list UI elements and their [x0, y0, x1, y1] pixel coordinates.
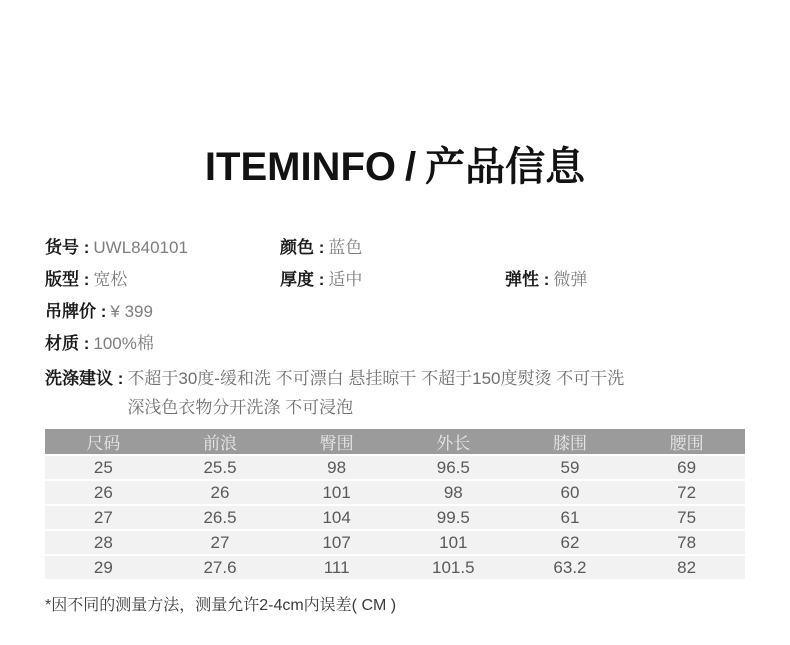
table-row-size-28: [45, 531, 745, 554]
table-cell: 27.6: [162, 556, 279, 579]
spec-thickness: [280, 270, 362, 290]
spec-material-label: 材质 :: [45, 334, 90, 353]
col-header-knee: 膝围: [512, 429, 629, 454]
table-cell: 96.5: [395, 456, 512, 479]
spec-tag-price: [45, 302, 153, 322]
col-header-front-rise: 前浪: [162, 429, 279, 454]
table-cell: 26: [162, 481, 279, 504]
size-table-header-row: [45, 429, 745, 454]
table-cell: 28: [45, 531, 162, 554]
measurement-tolerance-note: *因不同的测量方法，测量允许2-4cm内误差( CM ): [45, 597, 397, 614]
col-header-outer-length: 外长: [395, 429, 512, 454]
table-cell: 27: [162, 531, 279, 554]
spec-thickness-value: 适中: [328, 270, 363, 289]
spec-elasticity-label: 弹性 :: [505, 270, 550, 289]
table-cell: 25: [45, 456, 162, 479]
table-cell: 104: [278, 506, 395, 529]
spec-washing-line1: 不超于30度-缓和洗 不可漂白 悬挂晾干 不超于150度熨烫 不可干洗: [127, 369, 625, 388]
table-cell: 72: [628, 481, 745, 504]
spec-item-no: [45, 238, 188, 258]
spec-material-value: 100%棉: [93, 334, 154, 353]
page-title-en: ITEMINFO: [204, 145, 396, 189]
spec-washing-line2: 深浅色衣物分开洗涤 不可浸泡: [127, 398, 354, 417]
table-cell: 111: [278, 556, 395, 579]
spec-item-no-label: 货号 :: [45, 238, 90, 257]
table-cell: 78: [628, 531, 745, 554]
spec-washing-label: 洗涤建议 :: [45, 369, 124, 388]
table-cell: 29: [45, 556, 162, 579]
spec-fit-label: 版型 :: [45, 270, 90, 289]
table-cell: 26: [45, 481, 162, 504]
table-cell: 98: [278, 456, 395, 479]
spec-washing: [45, 364, 624, 422]
spec-tag-price-label: 吊牌价 :: [45, 302, 107, 321]
col-header-size: 尺码: [45, 429, 162, 454]
spec-material: [45, 334, 154, 354]
spec-tag-price-value: ¥ 399: [110, 302, 153, 321]
spec-fit-value: 宽松: [93, 270, 128, 289]
table-cell: 101.5: [395, 556, 512, 579]
col-header-waist: 腰围: [628, 429, 745, 454]
table-cell: 101: [395, 531, 512, 554]
table-cell: 98: [395, 481, 512, 504]
table-cell: 82: [628, 556, 745, 579]
spec-color: [280, 238, 362, 258]
page-title-zh: 产品信息: [425, 145, 586, 189]
table-cell: 27: [45, 506, 162, 529]
title-separator: /: [404, 145, 417, 189]
table-cell: 101: [278, 481, 395, 504]
spec-fit: [45, 270, 127, 290]
table-cell: 26.5: [162, 506, 279, 529]
col-header-hip: 臀围: [278, 429, 395, 454]
spec-thickness-label: 厚度 :: [280, 270, 325, 289]
table-cell: 69: [628, 456, 745, 479]
table-cell: 60: [512, 481, 629, 504]
spec-washing-text: [127, 364, 624, 422]
page-title: [0, 135, 790, 192]
size-table: [45, 427, 745, 581]
table-row-size-26: [45, 481, 745, 504]
spec-elasticity: [505, 270, 587, 290]
table-cell: 25.5: [162, 456, 279, 479]
table-cell: 107: [278, 531, 395, 554]
spec-color-value: 蓝色: [328, 238, 363, 257]
spec-elasticity-value: 微弹: [553, 270, 588, 289]
table-cell: 63.2: [512, 556, 629, 579]
table-row-size-27: [45, 506, 745, 529]
table-cell: 99.5: [395, 506, 512, 529]
table-row-size-25: [45, 456, 745, 479]
table-cell: 61: [512, 506, 629, 529]
table-cell: 62: [512, 531, 629, 554]
table-cell: 59: [512, 456, 629, 479]
table-cell: 75: [628, 506, 745, 529]
table-row-size-29: [45, 556, 745, 579]
spec-item-no-value: UWL840101: [93, 238, 188, 257]
spec-color-label: 颜色 :: [280, 238, 325, 257]
